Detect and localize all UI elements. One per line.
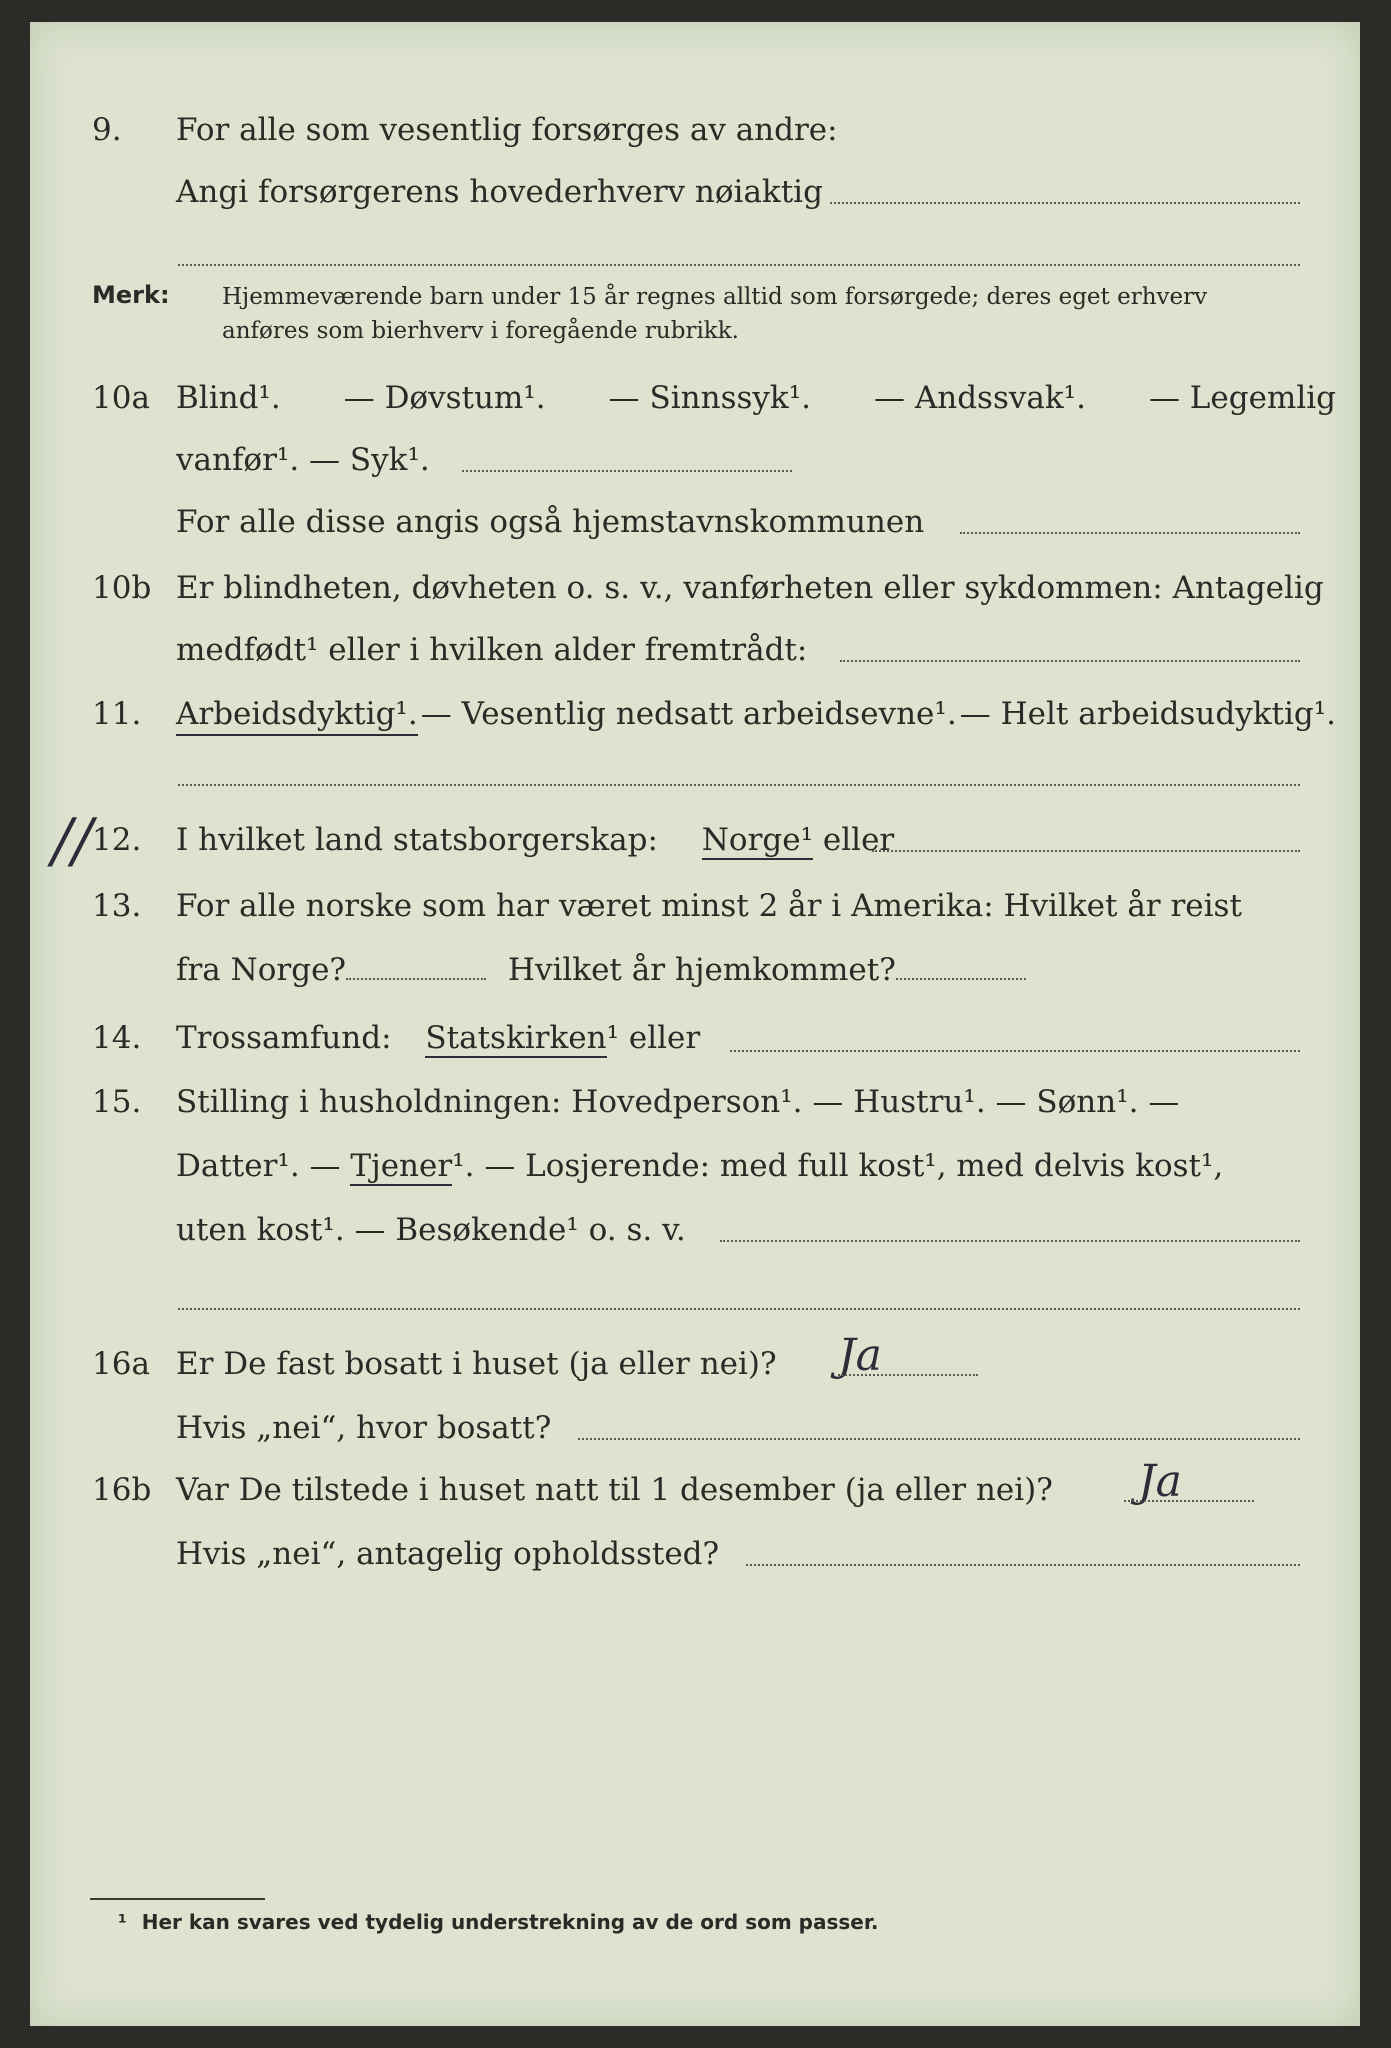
q9-line2: Angi forsørgerens hovederhverv nøiaktig: [176, 174, 823, 210]
census-form-page: [30, 22, 1360, 2026]
q10a-hjemstavn-line: [960, 532, 1300, 534]
q16b-line1: Var De tilstede i huset natt til 1 desember (ja eller nei)?: [176, 1472, 1053, 1508]
q16b-handwritten-answer: Ja: [1138, 1456, 1182, 1507]
q9-number: 9.: [92, 112, 122, 148]
q13-line2: [176, 950, 1026, 990]
q15-line2: [176, 1146, 1223, 1186]
q10a-andssvak: — Andssvak¹.: [874, 380, 1086, 416]
q9-answer-line: [830, 202, 1300, 204]
q12-eller: eller: [822, 822, 895, 858]
footnote-text: Her kan svares ved tydelig understrekning av de ord som passer.: [141, 1910, 879, 1934]
q12-norge: Norge¹: [701, 822, 814, 858]
q13-line1: For alle norske som har været minst 2 år i Amerika: Hvilket år reist: [176, 888, 1242, 924]
q10a-sinnssyk: — Sinnssyk¹.: [608, 380, 811, 416]
q11-nedsatt: — Vesentlig nedsatt arbeidsevne¹.: [420, 696, 957, 732]
q15-number: 15.: [92, 1084, 142, 1120]
q15-line3: uten kost¹. — Besøkende¹ o. s. v.: [176, 1212, 686, 1248]
q14-answer-line: [730, 1050, 1300, 1052]
q13-hjemkommet-label: Hvilket år hjemkommet?: [507, 952, 896, 988]
q12-line1: [176, 820, 894, 860]
q12-question: I hvilket land statsborgerskap:: [176, 822, 658, 858]
footnote: [118, 1910, 878, 1934]
q16b-opholdssted-line: [746, 1564, 1300, 1566]
q9-extra-line: [178, 264, 1300, 266]
q15-line1: Stilling i husholdningen: Hovedperson¹. — Hustru¹. — Sønn¹. —: [176, 1084, 1180, 1120]
q10a-line3: For alle disse angis også hjemstavnskommunen: [176, 504, 925, 540]
q12-handwritten-mark: //: [52, 806, 93, 876]
q14-line1: [176, 1018, 700, 1058]
q16a-answer-line: [838, 1374, 978, 1376]
q14-number: 14.: [92, 1020, 142, 1056]
q15-losjerende: ¹. — Losjerende: med full kost¹, med delvis kost¹,: [452, 1148, 1224, 1184]
q16b-number: 16b: [92, 1472, 152, 1508]
q10a-line2: vanfør¹. — Syk¹.: [176, 442, 430, 478]
q14-statskirken: Statskirken: [425, 1020, 607, 1056]
q12-number: 12.: [92, 822, 142, 858]
merk-line2: anføres som bierhverv i foregående rubrikk.: [222, 318, 739, 344]
q11-line1: [176, 694, 1336, 736]
q10b-line2: medfødt¹ eller i hvilken alder fremtrådt:: [176, 632, 808, 668]
q14-eller: ¹ eller: [606, 1020, 701, 1056]
q10a-blind: Blind¹.: [176, 380, 281, 416]
q10a-line1: [176, 378, 1336, 418]
q10b-answer-line: [840, 660, 1300, 662]
q11-number: 11.: [92, 696, 142, 732]
q15-datter: Datter¹. —: [176, 1148, 341, 1184]
q10b-number: 10b: [92, 570, 152, 606]
q14-label: Trossamfund:: [176, 1020, 392, 1056]
q10a-legemlig: — Legemlig: [1148, 380, 1336, 416]
q11-udyktig: — Helt arbeidsudyktig¹.: [959, 696, 1336, 732]
q16a-line1: Er De fast bosatt i huset (ja eller nei)?: [176, 1346, 777, 1382]
merk-line1: Hjemmeværende barn under 15 år regnes alltid som forsørgede; deres eget erhverv: [222, 284, 1208, 310]
q16b-answer-line: [1124, 1500, 1254, 1502]
footnote-mark: ¹: [118, 1910, 127, 1934]
q15-tjener: Tjener: [350, 1148, 453, 1184]
q10a-number: 10a: [92, 380, 150, 416]
q12-answer-line: [872, 850, 1300, 852]
q13-reist-label: fra Norge?: [176, 952, 347, 988]
q16a-number: 16a: [92, 1346, 150, 1382]
q16a-bosatt-line: [578, 1438, 1300, 1440]
q15-answer-line: [720, 1240, 1300, 1242]
q11-arbeidsdyktig: Arbeidsdyktig¹.: [176, 694, 418, 736]
q11-extra-line: [178, 784, 1300, 786]
merk-label: Merk:: [92, 281, 170, 309]
q16b-line2: Hvis „nei“, antagelig opholdssted?: [176, 1536, 720, 1572]
q9-line1: For alle som vesentlig forsørges av andre:: [176, 112, 838, 148]
q10a-syk-line: [462, 470, 792, 472]
q16a-line2: Hvis „nei“, hvor bosatt?: [176, 1410, 552, 1446]
q15-extra-line: [178, 1308, 1300, 1310]
q10b-line1: Er blindheten, døvheten o. s. v., vanførheten eller sykdommen: Antagelig: [176, 570, 1324, 606]
q16a-handwritten-answer: Ja: [838, 1330, 882, 1381]
footnote-rule: [90, 1898, 265, 1900]
q10a-dovstum: — Døvstum¹.: [343, 380, 546, 416]
q13-number: 13.: [92, 888, 142, 924]
